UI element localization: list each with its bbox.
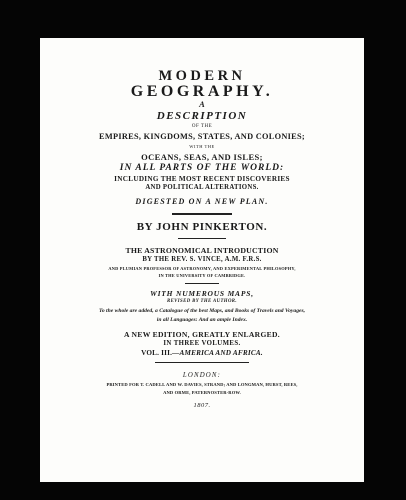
title-page — [40, 38, 364, 482]
catalogue-line: To the whole are added, a Catalogue of the best Maps, and Books of Travels and Voyages, — [98, 308, 306, 314]
by-rev-line: BY THE REV. S. VINCE, A.M. F.R.S. — [142, 256, 262, 263]
volumes-line: IN THREE VOLUMES. — [163, 340, 241, 347]
imprint-printers-2: AND ORME, PATERNOSTER-ROW. — [163, 390, 241, 395]
edition-line: A NEW EDITION, GREATLY ENLARGED. — [123, 330, 281, 339]
article: A — [199, 99, 205, 109]
imprint-city: LONDON: — [182, 372, 222, 379]
digested-line: DIGESTED ON A NEW PLAN. — [135, 197, 269, 206]
index-line: in all Languages: And an ample Index. — [156, 317, 248, 323]
volume-subject: —AMERICA AND AFRICA. — [172, 349, 263, 357]
title-line-2: GEOGRAPHY. — [130, 83, 274, 100]
divider-rule — [185, 283, 219, 284]
imprint-year: 1807. — [193, 402, 211, 409]
scan-border-right — [364, 0, 406, 500]
divider-rule — [155, 362, 249, 363]
including-line: INCLUDING THE MOST RECENT DISCOVERIES — [114, 175, 290, 183]
astronomical-line: THE ASTRONOMICAL INTRODUCTION — [125, 246, 279, 255]
description-heading: DESCRIPTION — [156, 110, 248, 122]
university-line: IN THE UNIVERSITY OF CAMBRIDGE. — [158, 273, 246, 278]
maps-line: WITH NUMEROUS MAPS, — [150, 289, 254, 298]
in-all-parts-line: IN ALL PARTS OF THE WORLD: — [119, 163, 285, 173]
with-the: WITH THE — [189, 144, 215, 149]
scan-border-top — [0, 0, 406, 38]
title-line-1: MODERN — [158, 68, 246, 84]
author-line: BY JOHN PINKERTON. — [136, 221, 268, 233]
plumian-line: AND PLUMIAN PROFESSOR OF ASTRONOMY, AND EXPERIMENTAL PHILOSOPHY, — [108, 266, 296, 271]
of-the: OF THE — [191, 124, 213, 129]
volume-number: VOL. III. — [141, 349, 173, 357]
imprint-printers: PRINTED FOR T. CADELL AND W. DAVIES, STRAND; AND LONGMAN, HURST, REES, — [106, 382, 298, 387]
political-line: AND POLITICAL ALTERATIONS. — [145, 184, 259, 191]
divider-rule — [178, 238, 226, 239]
revised-line: REVISED BY THE AUTHOR. — [166, 299, 238, 304]
oceans-line: OCEANS, SEAS, AND ISLES; — [141, 152, 263, 162]
volume-line — [40, 349, 364, 357]
scan-border-bottom — [0, 482, 406, 500]
divider-rule — [172, 213, 232, 215]
empires-line: EMPIRES, KINGDOMS, STATES, AND COLONIES; — [98, 132, 305, 141]
scan-border-left — [0, 0, 40, 500]
